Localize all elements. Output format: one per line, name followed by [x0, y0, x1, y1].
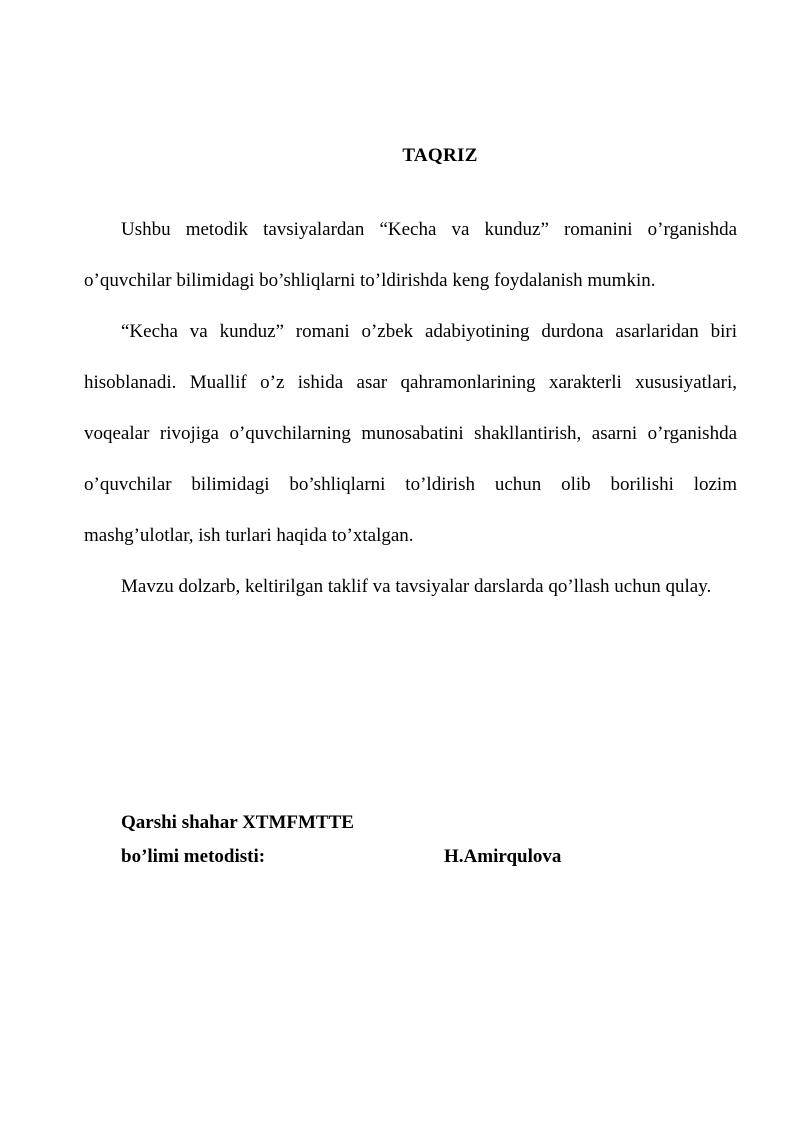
signature-block: [121, 806, 681, 874]
signature-position: bo’limi metodisti:: [121, 846, 266, 867]
document-title: TAQRIZ: [402, 145, 478, 166]
signature-line-1: [121, 806, 681, 840]
paragraph-1: Ushbu metodik tavsiyalardan “Kecha va kunduz” romanini o’rganishda o’quvchilar bilimidagi bo’shliqlarni to’ldirishda keng foydalanish mumkin.: [84, 219, 737, 291]
document-body: [84, 204, 737, 612]
signature-line-2: [121, 840, 681, 874]
signature-name: H.Amirqulova: [444, 846, 562, 867]
signature-organization: Qarshi shahar XTMFMTTE: [121, 812, 354, 833]
paragraph-3: Mavzu dolzarb, keltirilgan taklif va tavsiyalar darslarda qo’llash uchun qulay.: [121, 576, 712, 597]
paragraph-2: “Kecha va kunduz” romani o’zbek adabiyotining durdona asarlaridan biri hisoblanadi. Muallif o’z ishida asar qahramonlarining xarakterli xususiyatlari, voqealar rivojiga o’quvchilarning munosabatini shakllantirish, asarni o’rganishda o’quvchilar bilimidagi bo’shliqlarni to’ldirish uchun olib borilishi lozim mashg’ulotlar, ish turlari haqida to’xtalgan.: [84, 321, 737, 546]
